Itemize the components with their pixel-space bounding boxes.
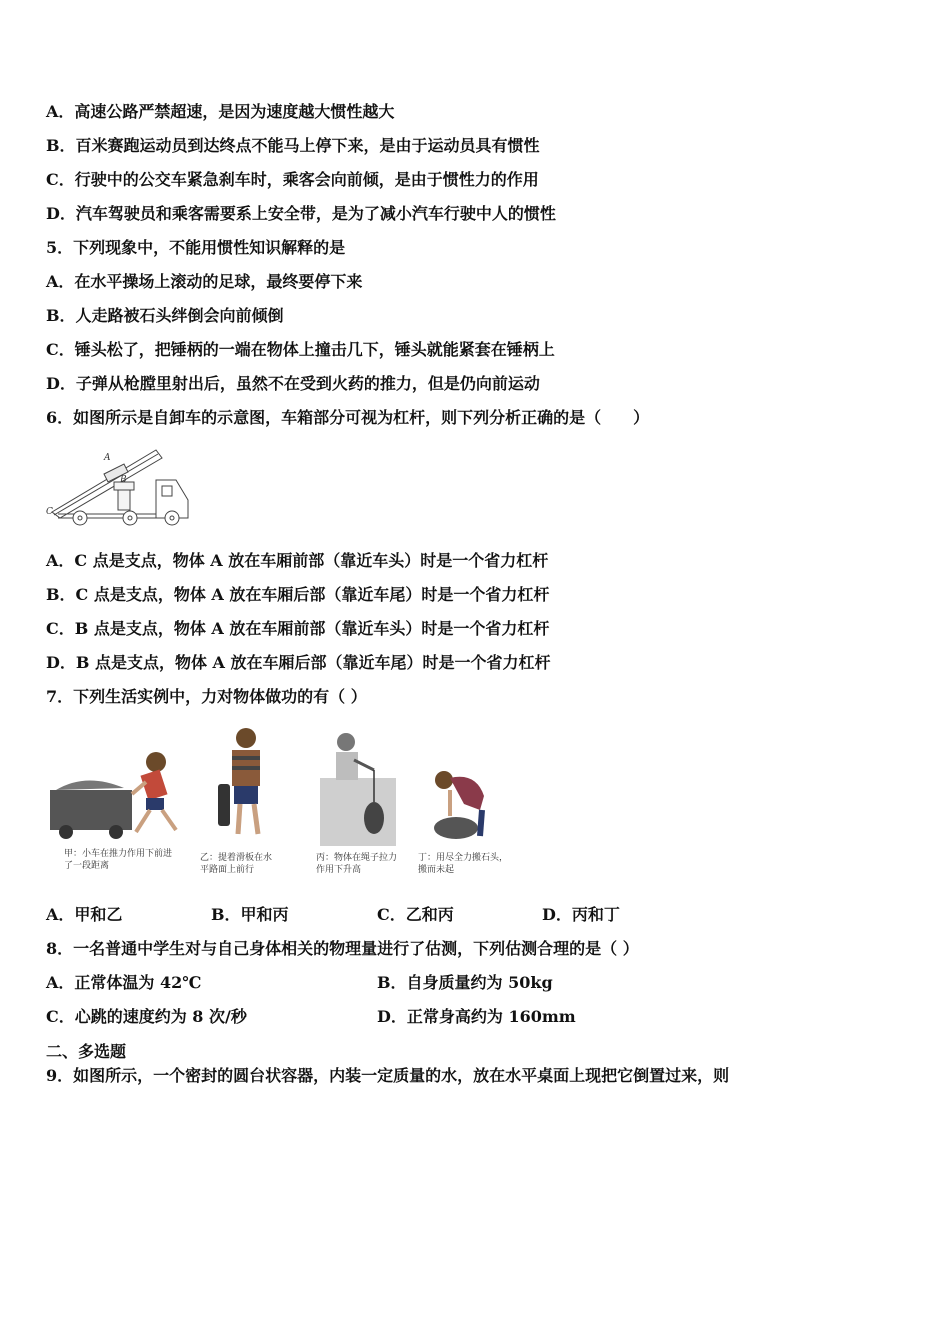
caption-yi: 乙：提着滑板在水平路面上前行 — [200, 853, 273, 875]
q6-option-d: D．B 点是支点，物体 A 放在车厢后部（靠近车尾）时是一个省力杠杆 — [46, 653, 551, 672]
pushing-cart-illustration — [46, 748, 186, 840]
carrying-board-illustration — [212, 724, 282, 844]
q5-option-c: C．锤头松了，把锤柄的一端在物体上撞击几下，锤头就能紧套在锤柄上 — [46, 340, 555, 359]
q7-option-b: B．甲和丙 — [211, 905, 289, 924]
lifting-stone-illustration — [420, 768, 500, 840]
q6-option-c: C．B 点是支点，物体 A 放在车厢前部（靠近车头）时是一个省力杠杆 — [46, 619, 550, 638]
label-c: C — [46, 507, 53, 517]
q7-option-c: C．乙和丙 — [377, 905, 454, 924]
q5-option-d: D．子弹从枪膛里射出后，虽然不在受到火药的推力，但是仍向前运动 — [46, 374, 540, 393]
q7-option-a: A．甲和乙 — [46, 905, 123, 924]
q8-option-a: A．正常体温为 42℃ — [46, 973, 202, 992]
q8-option-d: D．正常身高约为 160mm — [377, 1007, 576, 1026]
q4-option-b: B．百米赛跑运动员到达终点不能马上停下来，是由于运动员具有惯性 — [46, 136, 540, 155]
q8-option-c: C．心跳的速度约为 8 次/秒 — [46, 1007, 247, 1026]
q5-stem: 5．下列现象中，不能用惯性知识解释的是 — [46, 238, 346, 257]
q4-option-c: C．行驶中的公交车紧急刹车时，乘客会向前倾，是由于惯性力的作用 — [46, 170, 539, 189]
q4-option-d: D．汽车驾驶员和乘客需要系上安全带，是为了减小汽车行驶中人的惯性 — [46, 204, 556, 223]
label-b: B — [120, 475, 127, 485]
q5-option-b: B．人走路被石头绊倒会向前倾倒 — [46, 306, 284, 325]
caption-jia: 甲：小车在推力作用下前进了一段距离 — [64, 849, 173, 871]
q7-stem: 7．下列生活实例中，力对物体做功的有（ ） — [46, 687, 367, 706]
q9-stem: 9．如图所示，一个密封的圆台状容器，内装一定质量的水，放在水平桌面上现把它倒置过来，则 — [46, 1066, 730, 1085]
section-title: 二、多选题 — [46, 1042, 127, 1061]
q6-option-b: B．C 点是支点，物体 A 放在车厢后部（靠近车尾）时是一个省力杠杆 — [46, 585, 550, 604]
caption-ding: 丁：用尽全力搬石头，搬而未起 — [418, 853, 509, 875]
q6-option-a: A．C 点是支点，物体 A 放在车厢前部（靠近车头）时是一个省力杠杆 — [46, 551, 549, 570]
q4-option-a: A．高速公路严禁超速，是因为速度越大惯性越大 — [46, 102, 395, 121]
q8-stem: 8．一名普通中学生对与自己身体相关的物理量进行了估测，下列估测合理的是（ ） — [46, 939, 639, 958]
caption-bing: 丙：物体在绳子拉力作用下升高 — [316, 853, 398, 875]
q7-option-d: D．丙和丁 — [542, 905, 620, 924]
q5-option-a: A．在水平操场上滚动的足球，最终要停下来 — [46, 272, 363, 291]
dump-truck-figure — [44, 442, 204, 528]
lifting-rope-illustration — [316, 730, 402, 848]
q8-option-b: B．自身质量约为 50kg — [377, 973, 553, 992]
label-a: A — [104, 453, 111, 463]
q6-stem: 6．如图所示是自卸车的示意图，车箱部分可视为杠杆，则下列分析正确的是（ ） — [46, 408, 650, 427]
